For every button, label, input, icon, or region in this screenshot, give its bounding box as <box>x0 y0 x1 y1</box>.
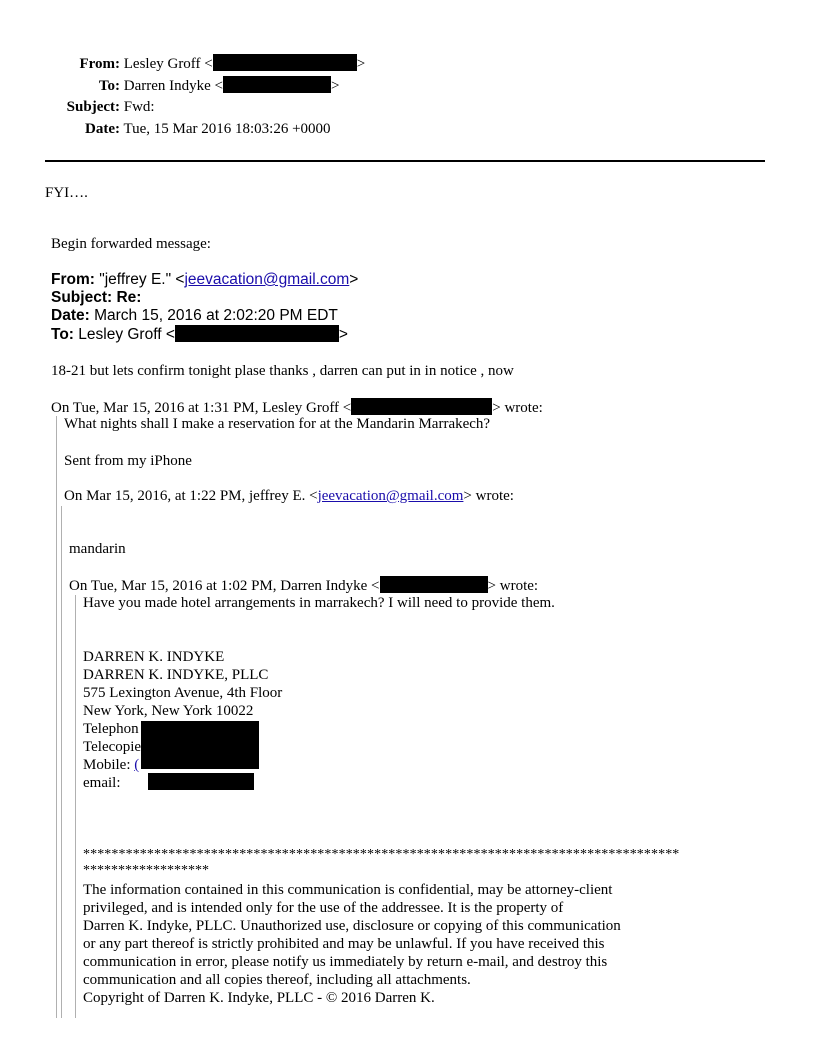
disclaimer-line-3: Darren K. Indyke, PLLC. Unauthorized use, disclosure or copying of this communication <box>83 918 621 934</box>
disclaimer-line-1: The information contained in this communication is confidential, may be attorney-client <box>83 882 613 898</box>
lesley-signature: Sent from my iPhone <box>64 453 192 469</box>
sig-firm: DARREN K. INDYKE, PLLC <box>83 667 269 683</box>
jeffrey-attribution-text: On Mar 15, 2016, at 1:22 PM, jeffrey E. < <box>64 488 318 504</box>
redaction-box <box>223 76 331 93</box>
disclaimer-line-6: communication and all copies thereof, including all attachments. <box>83 972 471 988</box>
quote-bar-level-3 <box>75 595 76 1018</box>
sig-email: email: <box>83 775 121 791</box>
fwd-from-label: From: <box>51 271 95 288</box>
header-divider <box>45 160 765 162</box>
sig-address-2: New York, New York 10022 <box>83 703 254 719</box>
fwd-from-row <box>51 271 358 289</box>
fwd-from-email-link[interactable]: jeevacation@gmail.com <box>184 271 350 288</box>
header-date-value: Tue, 15 Mar 2016 18:03:26 +0000 <box>123 121 331 137</box>
fwd-to-row <box>51 325 348 344</box>
redaction-box <box>380 576 488 593</box>
sig-address-1: 575 Lexington Avenue, 4th Floor <box>83 685 283 701</box>
redaction-box <box>175 325 339 342</box>
disclaimer-line-5: communication in error, please notify us immediately by return e-mail, and destroy this <box>83 954 608 970</box>
jeffrey-wrote: > wrote: <box>463 488 514 504</box>
header-date-label: Date: <box>85 121 120 137</box>
lesley-attribution-text: On Tue, Mar 15, 2016 at 1:31 PM, Lesley Groff < <box>51 400 352 416</box>
header-subject-value: Fwd: <box>123 99 155 115</box>
disclaimer-stars-2: ****************** <box>83 863 209 878</box>
sig-mobile <box>83 756 139 774</box>
sig-telecopier: Telecopie <box>83 739 142 755</box>
darren-attribution <box>69 576 538 595</box>
disclaimer-stars-1: ************************************************************************************ <box>83 847 680 862</box>
fwd-to-suffix: > <box>338 326 348 343</box>
fyi-text: FYI…. <box>45 185 88 201</box>
sig-telephone: Telephon <box>83 721 139 737</box>
fwd-to-value: Lesley Groff < <box>78 326 175 343</box>
darren-attribution-text: On Tue, Mar 15, 2016 at 1:02 PM, Darren Indyke < <box>69 578 380 594</box>
redaction-box <box>351 398 492 415</box>
redaction-box <box>141 721 259 769</box>
header-to-value: Darren Indyke < <box>123 78 224 94</box>
quote-bar-level-2 <box>61 506 62 1018</box>
fwd-date-value: March 15, 2016 at 2:02:20 PM EDT <box>94 307 338 324</box>
header-from-row <box>60 54 365 73</box>
jeffrey-email-link[interactable]: jeevacation@gmail.com <box>317 488 464 504</box>
header-from-value: Lesley Groff < <box>123 56 213 72</box>
fwd-date-row <box>51 307 338 325</box>
redaction-box <box>148 773 254 790</box>
fwd-subject-row <box>51 289 141 307</box>
disclaimer-line-7: Copyright of Darren K. Indyke, PLLC - © 2016 Darren K. <box>83 990 435 1006</box>
lesley-question: What nights shall I make a reservation for at the Mandarin Marrakech? <box>64 416 491 432</box>
fwd-subject-label: Subject: <box>51 289 113 306</box>
fwd-to-label: To: <box>51 326 74 343</box>
fwd-subject-value: Re: <box>116 289 142 306</box>
darren-question: Have you made hotel arrangements in marrakech? I will need to provide them. <box>83 595 555 611</box>
darren-wrote: > wrote: <box>487 578 539 594</box>
header-subject-label: Subject: <box>66 99 120 115</box>
disclaimer-line-4: or any part thereof is strictly prohibited and may be unlawful. If you have received this <box>83 936 605 952</box>
header-subject-row <box>60 98 155 116</box>
header-to-label: To: <box>98 78 120 94</box>
sig-mobile-label: Mobile: <box>83 757 131 773</box>
fwd-date-label: Date: <box>51 307 90 324</box>
begin-forwarded-text: Begin forwarded message: <box>51 236 211 252</box>
disclaimer-line-2: privileged, and is intended only for the use of the addressee. It is the property of <box>83 900 564 916</box>
sig-mobile-link[interactable]: ( <box>134 757 140 773</box>
jeffrey-attribution <box>64 487 514 505</box>
fwd-from-suffix: > <box>349 271 359 288</box>
sig-name: DARREN K. INDYKE <box>83 649 225 665</box>
lesley-wrote: > wrote: <box>492 400 543 416</box>
header-from-close: > <box>356 56 366 72</box>
quote-bar-level-1 <box>56 416 57 1018</box>
header-date-row <box>60 120 331 138</box>
redaction-box <box>213 54 357 71</box>
reply-text: 18-21 but lets confirm tonight plase thanks , darren can put in in notice , now <box>51 363 514 379</box>
header-to-close: > <box>331 78 340 94</box>
jeffrey-text: mandarin <box>69 541 126 557</box>
header-to-row <box>60 76 339 95</box>
header-from-label: From: <box>79 56 120 72</box>
fwd-from-name: "jeffrey E." < <box>99 271 185 288</box>
